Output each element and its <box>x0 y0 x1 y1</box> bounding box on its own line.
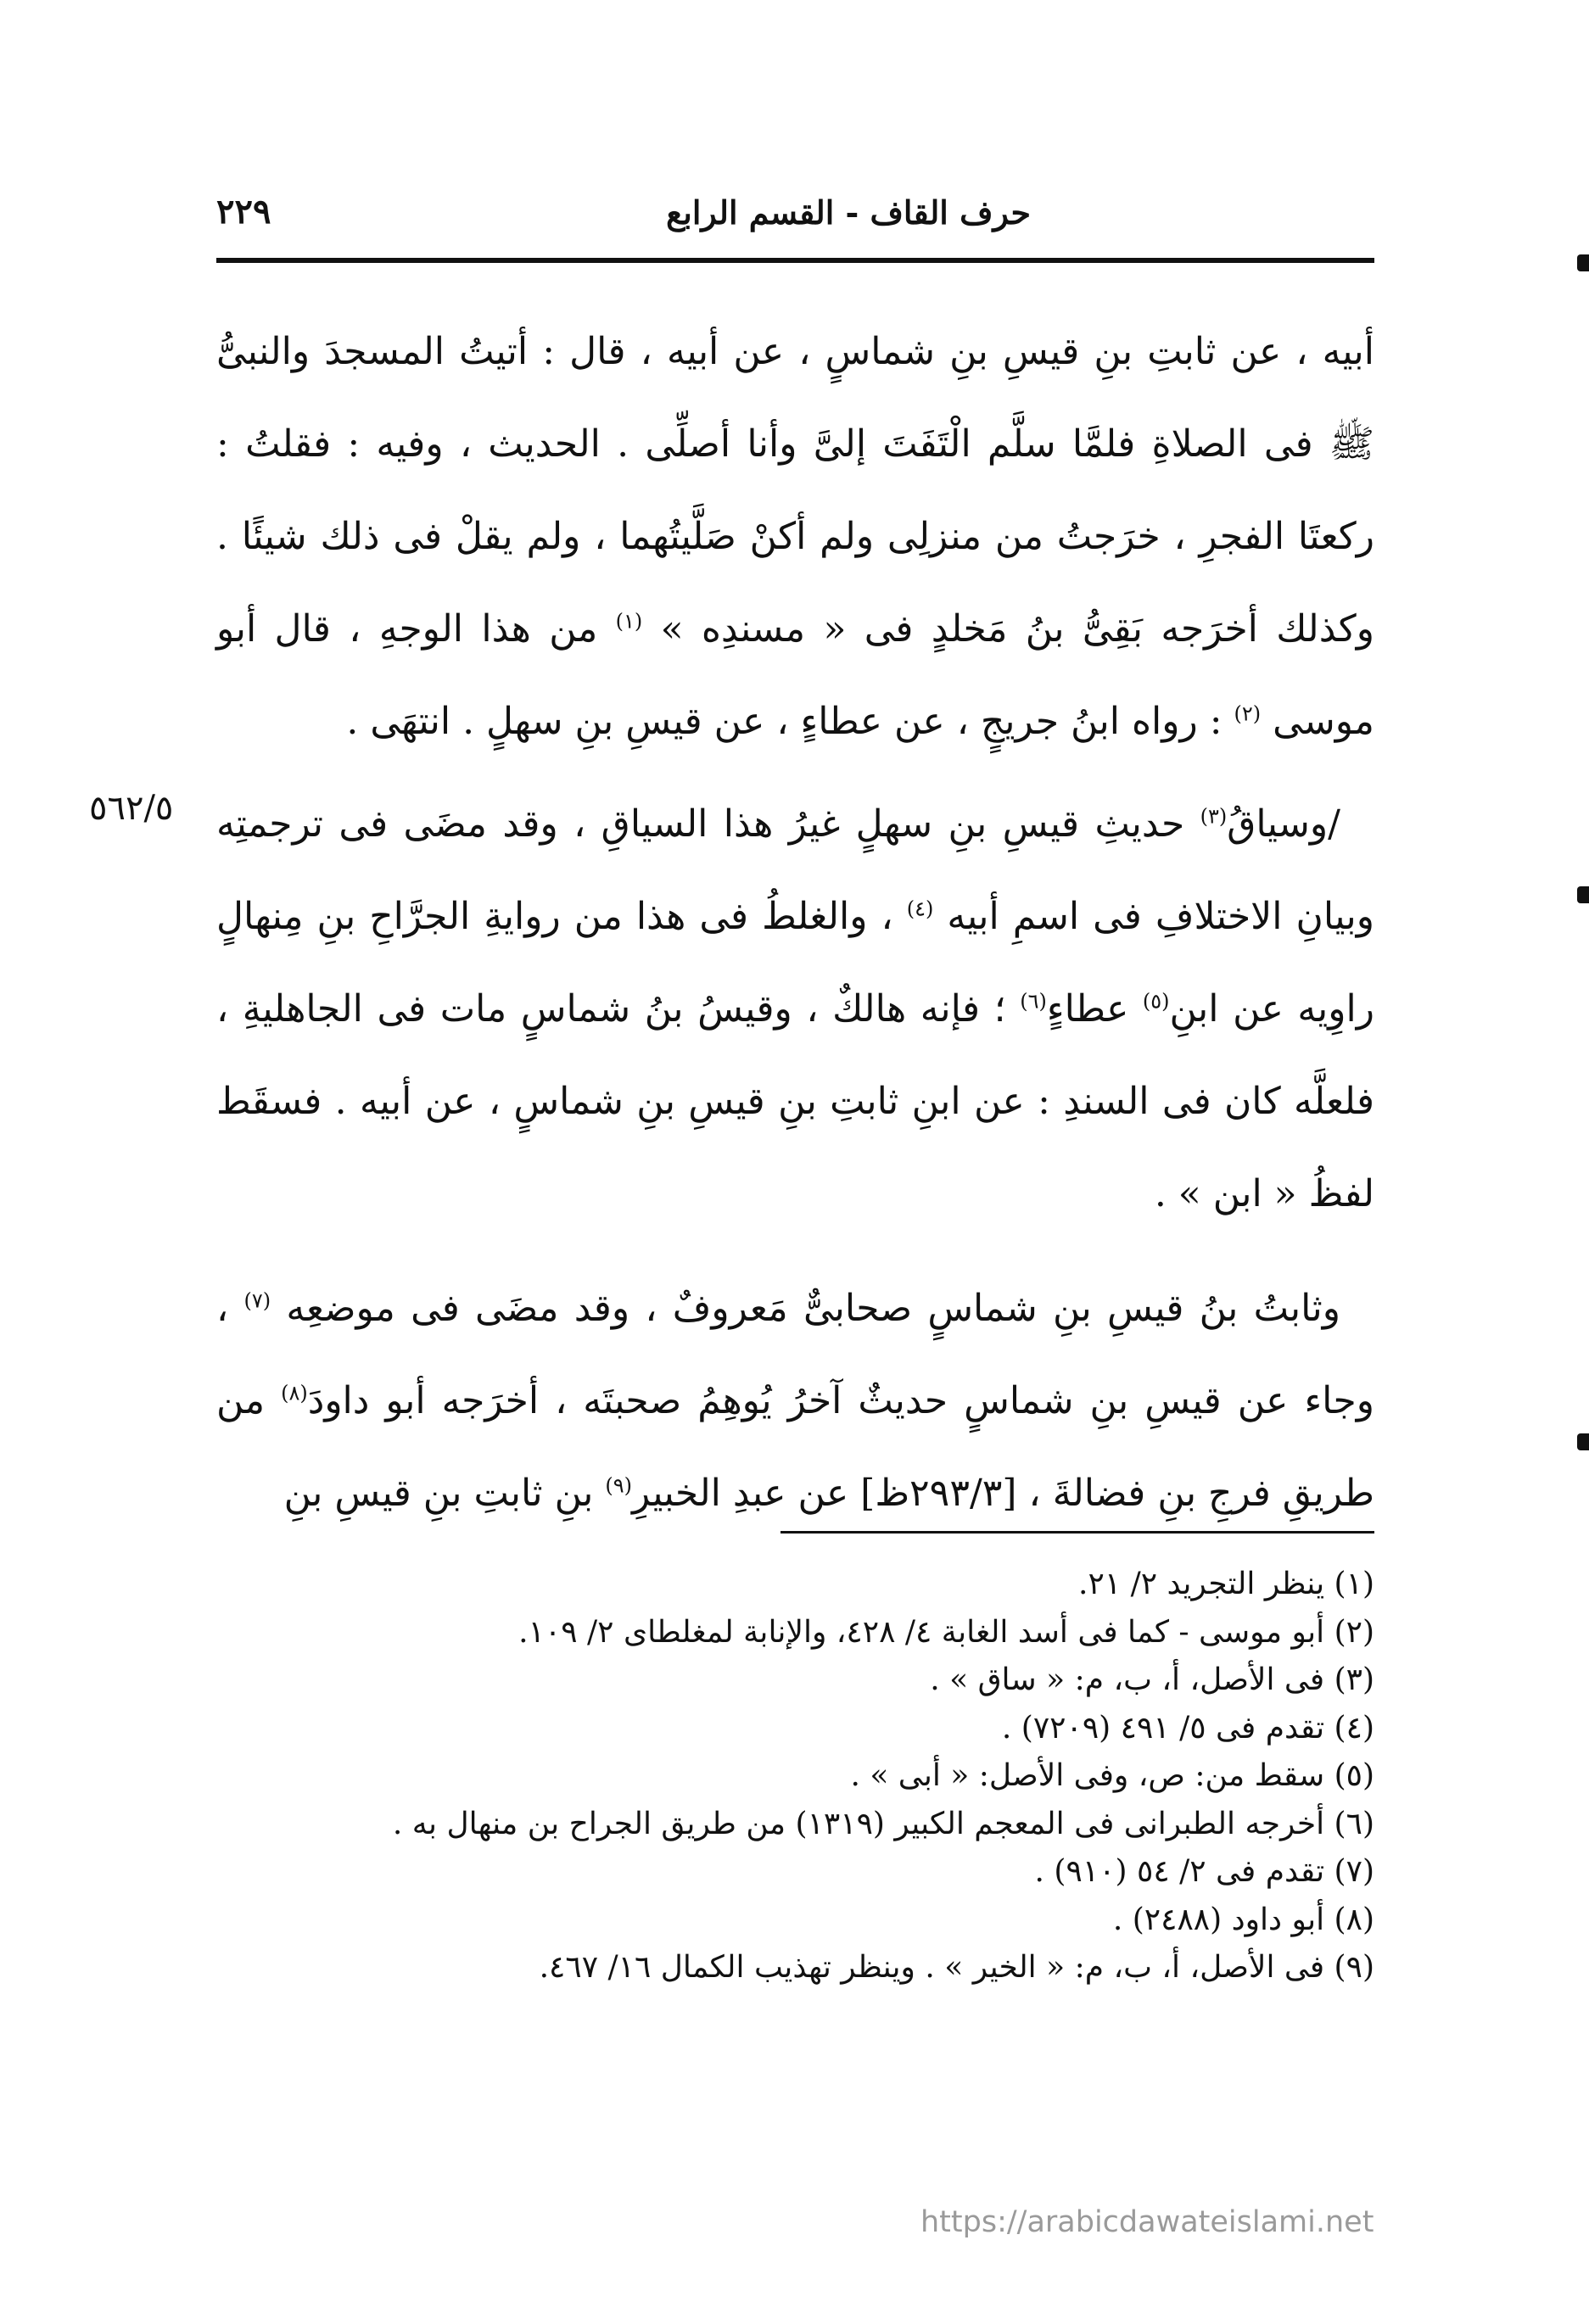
footnote-reference: (٩) <box>605 1473 632 1498</box>
footnote-reference: (٣) <box>1200 804 1228 829</box>
margin-page-reference: ٥٦٢/٥ <box>89 789 174 828</box>
paragraph-text: : رواه ابنُ جريجٍ ، عن عطاءٍ ، عن قيسِ بنِ سهلٍ . انتهَى . <box>346 700 1234 743</box>
footnote-reference: (٢) <box>1234 701 1262 726</box>
footnote-rule <box>781 1531 1374 1534</box>
paragraph-text: ؛ فإنه هالكٌ ، وقيسُ بنُ شماسٍ مات فى الجاهليةِ ، فلعلَّه كان فى السندِ : عن ابنِ ثابتِ بنِ قيسِ بنِ شماسٍ ، عن أبيه . فسقَط لفظُ « ابن » . <box>216 987 1374 1215</box>
footnote-reference: (٥) <box>1142 989 1170 1014</box>
footnote: (٨) أبو داود (٢٤٨٨) . <box>1112 1902 1374 1937</box>
margin-mark <box>1577 254 1589 271</box>
page-number: ٢٢٩ <box>216 192 271 232</box>
page-header <box>216 185 1374 253</box>
margin-mark <box>1577 1433 1589 1450</box>
footnote-reference: (٨) <box>281 1381 308 1405</box>
paragraph-text: أبيه ، عن ثابتِ بنِ قيسِ بنِ شماسٍ ، عن أبيه ، قال : أتيتُ المسجدَ والنبىُّ ﷺ فى الصلاةِ فلمَّا سلَّم الْتَفَتَ إلىَّ وأنا أصلِّى . الحديث ، وفيه : فقلتُ : ركعتَا الفجرِ ، خرَجتُ من منزلِى ولم أكنْ صَلَّيتُهما ، ولم يقلْ فى ذلك شيئًا . وكذلك أخرَجه بَقِىُّ بنُ مَخلدٍ فى « مسندِه » <box>216 330 1374 651</box>
footnote-reference: (٧) <box>243 1288 271 1313</box>
paragraph <box>216 1262 1374 1539</box>
watermark-url: https://arabicdawateislami.net <box>920 2205 1374 2239</box>
footnote-reference: (١) <box>615 609 643 634</box>
paragraph-text: /وسياقُ <box>1227 802 1340 846</box>
footnote: (٧) تقدم فى ٢/ ٥٤ (٩١٠) . <box>1034 1854 1374 1889</box>
footnote-reference: (٦) <box>1020 989 1047 1014</box>
footnotes <box>216 1561 1374 1992</box>
footnote: (٦) أخرجه الطبرانى فى المعجم الكبير (١٣١٩) من طريق الجراح بن منهال به . <box>392 1806 1374 1841</box>
paragraph <box>216 305 1374 768</box>
paragraph-text: عطاءٍ <box>1046 987 1143 1031</box>
footnote: (٤) تقدم فى ٥/ ٤٩١ (٧٢٠٩) . <box>1001 1710 1374 1746</box>
footnote: (٢) أبو موسى - كما فى أسد الغابة ٤/ ٤٢٨، والإنابة لمغلطاى ٢/ ١٠٩. <box>518 1614 1374 1650</box>
paragraph-text: بنِ ثابتِ بنِ قيسِ بنِ <box>283 1472 606 1515</box>
footnote: (٣) فى الأصل، أ، ب، م: « ساق » . <box>930 1662 1374 1697</box>
margin-mark <box>1577 886 1589 903</box>
footnote: (٩) فى الأصل، أ، ب، م: « الخير » . وينظر تهذيب الكمال ١٦/ ٤٦٧. <box>539 1950 1374 1985</box>
paragraph-text: وثابتُ بنُ قيسِ بنِ شماسٍ صحابىٌّ مَعروفٌ ، وقد مضَى فى موضعِه <box>271 1287 1341 1330</box>
paragraph-text: من هذا الوجهِ ، قال أبو موسى <box>216 607 1374 743</box>
running-head: حرف القاف - القسم الرابع <box>666 193 1031 232</box>
body-text <box>216 305 1374 1539</box>
footnote: (٥) سقط من: ص، وفى الأصل: « أبى » . <box>850 1758 1374 1793</box>
footnote-reference: (٤) <box>906 897 934 921</box>
paragraph <box>216 778 1374 1240</box>
header-rule <box>216 258 1374 263</box>
footnote: (١) ينظر التجريد ٢/ ٢١. <box>1078 1567 1374 1601</box>
paragraph-text: ، والغلطُ فى هذا من روايةِ الجرَّاحِ بنِ مِنهالٍ راوِيه عن ابنِ <box>216 895 1374 1031</box>
paragraph-text: ، وجاء عن قيسِ بنِ شماسٍ حديثٌ آخرُ يُوهِمُ صحبتَه ، أخرَجه أبو داودَ <box>216 1287 1374 1422</box>
paragraph-text: حديثِ قيسِ بنِ سهلٍ غيرُ هذا السياقِ ، وقد مضَى فى ترجمتِه وبيانِ الاختلافِ فى اسمِ أبيه <box>216 802 1374 938</box>
paragraph-text: من طريقِ فرجِ بنِ فضالةَ ، [٢٩٣/٣ظ] عن عبدِ الخبيرِ <box>216 1379 1374 1515</box>
